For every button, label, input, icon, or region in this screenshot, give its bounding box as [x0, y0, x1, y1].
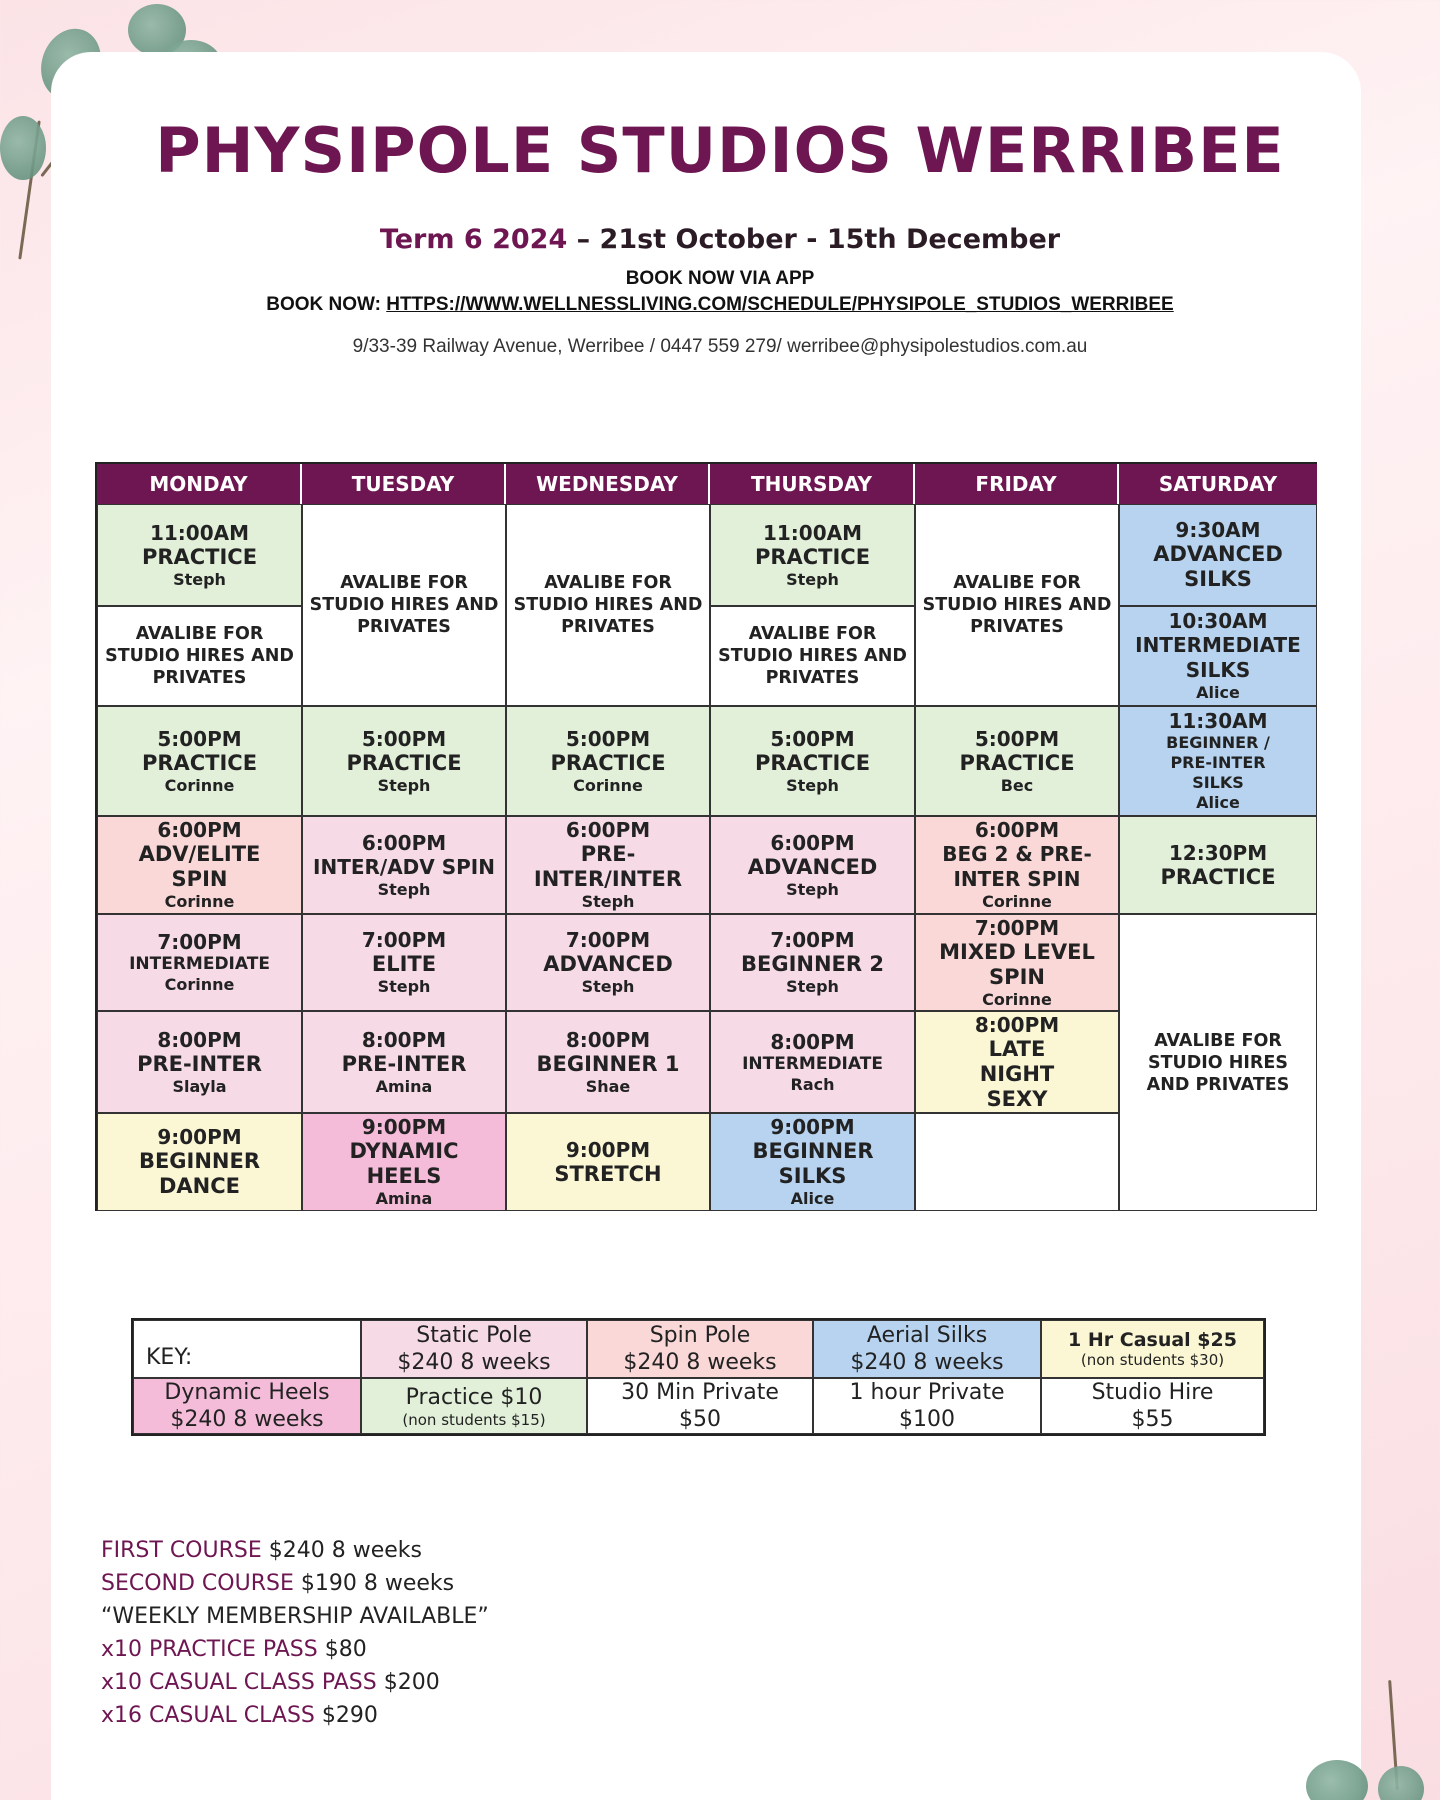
class-time: 11:00AM — [762, 520, 863, 545]
price-item — [101, 1600, 489, 1633]
price-item — [101, 1666, 489, 1699]
class-time: 11:00AM — [149, 520, 250, 545]
class-instructor: Amina — [375, 1076, 433, 1096]
class-cell[interactable] — [97, 816, 302, 914]
key-dynamic-heels — [133, 1378, 361, 1434]
class-time: 7:00PM — [770, 928, 855, 952]
class-cell[interactable] — [710, 914, 915, 1011]
class-instructor: Corinne — [164, 892, 235, 911]
price-label: x16 CASUAL CLASS — [101, 1703, 315, 1728]
key-label: KEY: — [146, 1345, 193, 1370]
class-name: PRACTICE — [550, 750, 666, 775]
class-time: 6:00PM — [974, 818, 1060, 842]
class-cell[interactable] — [1119, 706, 1317, 816]
price-list — [101, 1534, 489, 1732]
class-name: MIXED LEVEL SPIN — [939, 939, 1095, 989]
class-instructor: Alice — [790, 1189, 835, 1208]
class-name: PRACTICE — [141, 544, 258, 569]
class-time: 9:00PM — [770, 1115, 855, 1139]
class-time: 9:00PM — [157, 1125, 242, 1149]
book-now-line — [0, 294, 1440, 316]
class-instructor: Slayla — [172, 1076, 227, 1096]
class-cell[interactable] — [97, 706, 302, 816]
class-cell[interactable] — [506, 1113, 710, 1211]
empty-cell — [915, 1113, 1119, 1211]
key-title: Aerial Silks — [866, 1323, 988, 1348]
class-name: PRACTICE — [346, 750, 462, 775]
class-name: INTER/ADV SPIN — [313, 854, 495, 879]
key-price: $100 — [899, 1407, 955, 1432]
class-time: 9:30AM — [1175, 518, 1261, 542]
class-cell[interactable] — [710, 1011, 915, 1113]
class-name: PRE-INTER/INTER — [533, 842, 683, 891]
key-title: 1 hour Private — [849, 1380, 1005, 1405]
class-name: STRETCH — [554, 1161, 662, 1186]
class-cell[interactable] — [97, 914, 302, 1011]
key-title: Static Pole — [416, 1323, 532, 1348]
class-name: BEG 2 & PRE-INTER SPIN — [942, 842, 1092, 891]
class-instructor: Alice — [1196, 793, 1240, 812]
class-cell[interactable] — [710, 504, 915, 606]
class-cell[interactable] — [915, 914, 1119, 1011]
class-name: BEGINNER 2 — [741, 952, 884, 976]
class-cell[interactable] — [915, 706, 1119, 816]
price-value: $240 8 weeks — [261, 1538, 422, 1563]
page-title: PHYSIPOLE STUDIOS WERRIBEE — [155, 114, 1285, 187]
class-cell[interactable] — [1119, 606, 1317, 706]
class-name: DYNAMIC HEELS — [349, 1139, 459, 1188]
key-price: $240 8 weeks — [850, 1350, 1004, 1375]
key-title: Spin Pole — [649, 1323, 751, 1348]
key-casual — [1041, 1320, 1264, 1378]
price-value: $190 8 weeks — [293, 1571, 455, 1596]
available-cell — [302, 504, 506, 706]
class-cell[interactable] — [302, 1113, 506, 1211]
class-instructor: Steph — [173, 569, 226, 589]
class-time: 7:00PM — [565, 928, 651, 952]
class-time: 6:00PM — [361, 830, 447, 855]
class-instructor: Corinne — [573, 775, 643, 795]
class-time: 8:00PM — [974, 1012, 1060, 1037]
class-time: 9:00PM — [361, 1115, 447, 1139]
class-instructor: Corinne — [982, 989, 1052, 1009]
class-instructor: Amina — [375, 1189, 433, 1208]
class-time: 9:00PM — [565, 1137, 651, 1162]
key-practice — [361, 1378, 587, 1434]
timetable — [95, 462, 1317, 1211]
class-name: INTERMEDIATE SILKS — [1135, 633, 1301, 682]
class-cell[interactable] — [506, 706, 710, 816]
class-cell[interactable] — [506, 914, 710, 1011]
class-instructor: Steph — [786, 879, 839, 899]
price-label: FIRST COURSE — [101, 1538, 262, 1563]
key-aerial-silks — [813, 1320, 1041, 1378]
day-header-thursday: THURSDAY — [710, 464, 915, 504]
term-label: Term 6 2024 — [379, 224, 568, 255]
class-instructor: Steph — [581, 892, 635, 911]
class-time: 5:00PM — [157, 726, 242, 751]
price-item — [101, 1567, 489, 1600]
class-time: 11:30AM — [1168, 709, 1268, 733]
class-instructor: Steph — [377, 977, 431, 996]
price-value: $290 — [314, 1703, 378, 1728]
class-instructor: Corinne — [164, 775, 235, 795]
class-cell[interactable] — [302, 1011, 506, 1113]
key-price: $240 8 weeks — [170, 1407, 324, 1432]
class-time: 8:00PM — [157, 1027, 242, 1052]
class-cell[interactable] — [506, 816, 710, 914]
price-value: $200 — [376, 1670, 440, 1695]
class-name: PRACTICE — [754, 544, 871, 569]
available-cell — [97, 606, 302, 706]
term-range: – 21st October - 15th December — [567, 224, 1061, 255]
class-time: 8:00PM — [565, 1027, 651, 1052]
class-instructor: Steph — [786, 977, 839, 996]
class-cell[interactable] — [710, 816, 915, 914]
class-name: PRACTICE — [141, 750, 258, 775]
class-time: 6:00PM — [565, 818, 651, 842]
class-instructor: Alice — [1196, 683, 1240, 702]
available-cell — [710, 606, 915, 706]
class-time: 5:00PM — [974, 726, 1060, 751]
studio-address: 9/33-39 Railway Avenue, Werribee / 0447 559 279/ werribee@physipolestudios.com.au — [352, 336, 1088, 357]
class-cell[interactable] — [302, 706, 506, 816]
class-name: BEGINNER SILKS — [752, 1139, 874, 1188]
class-name: BEGINNER DANCE — [138, 1149, 261, 1198]
class-time: 5:00PM — [565, 726, 651, 751]
class-instructor: Corinne — [982, 892, 1052, 911]
class-cell[interactable] — [97, 504, 302, 606]
class-time: 7:00PM — [974, 915, 1060, 940]
class-cell[interactable] — [506, 1011, 710, 1113]
day-header-wednesday: WEDNESDAY — [506, 464, 710, 504]
key-price: $50 — [679, 1407, 721, 1432]
price-value: “WEEKLY MEMBERSHIP AVAILABLE” — [101, 1604, 489, 1629]
key-title: Dynamic Heels — [164, 1380, 330, 1405]
class-instructor: Rach — [790, 1074, 835, 1094]
class-name: PRACTICE — [754, 750, 871, 775]
class-name: PRACTICE — [1160, 864, 1276, 889]
class-name: INTERMEDIATE — [129, 954, 270, 974]
class-time: 12:30PM — [1168, 840, 1268, 865]
available-text: AVALIBE FOR STUDIO HIRES AND PRIVATES — [513, 573, 703, 637]
class-time: 5:00PM — [361, 726, 447, 751]
price-item — [101, 1534, 489, 1567]
price-label: x10 PRACTICE PASS — [101, 1637, 318, 1662]
key-private-30 — [587, 1378, 813, 1434]
available-text: AVALIBE FOR STUDIO HIRES AND PRIVATES — [922, 573, 1112, 637]
key-label-cell — [133, 1320, 361, 1378]
key-note: (non students $30) — [1080, 1351, 1225, 1369]
class-instructor: Shae — [585, 1076, 631, 1096]
day-header-monday: MONDAY — [97, 464, 302, 504]
class-time: 6:00PM — [770, 830, 855, 855]
class-cell[interactable] — [710, 706, 915, 816]
key-title: Practice $10 — [405, 1384, 543, 1410]
class-instructor: Steph — [786, 569, 839, 589]
available-text: AVALIBE FOR STUDIO HIRES AND PRIVATES — [718, 624, 907, 688]
class-name: ADVANCED — [543, 952, 673, 976]
class-time: 8:00PM — [361, 1027, 447, 1052]
available-cell — [506, 504, 710, 706]
price-value: $80 — [317, 1637, 367, 1662]
class-cell[interactable] — [710, 1113, 915, 1211]
key-studio-hire — [1041, 1378, 1264, 1434]
class-cell[interactable] — [302, 816, 506, 914]
class-name: PRE-INTER — [341, 1051, 467, 1076]
available-cell — [1119, 914, 1317, 1211]
key-spin-pole — [587, 1320, 813, 1378]
key-static-pole — [361, 1320, 587, 1378]
available-text: AVALIBE FOR STUDIO HIRES AND PRIVATES — [105, 624, 294, 688]
class-name: PRACTICE — [959, 750, 1075, 775]
class-cell[interactable] — [915, 816, 1119, 914]
class-time: 7:00PM — [157, 930, 242, 954]
book-via-app: BOOK NOW VIA APP — [625, 268, 815, 289]
day-header-friday: FRIDAY — [915, 464, 1119, 504]
key-title: 1 Hr Casual $25 — [1068, 1329, 1237, 1351]
price-item — [101, 1633, 489, 1666]
available-cell — [915, 504, 1119, 706]
class-cell[interactable] — [302, 914, 506, 1011]
available-text: AVALIBE FOR STUDIO HIRES AND PRIVATES — [1146, 1030, 1290, 1095]
class-time: 7:00PM — [361, 928, 447, 952]
price-label: SECOND COURSE — [101, 1571, 294, 1596]
class-instructor: Corinne — [164, 975, 235, 994]
class-cell[interactable] — [1119, 504, 1317, 606]
class-time: 6:00PM — [157, 818, 242, 842]
key-title: Studio Hire — [1091, 1380, 1214, 1405]
term-dates — [0, 224, 1440, 255]
class-instructor: Steph — [377, 775, 431, 795]
pricing-key — [131, 1318, 1266, 1436]
class-name: PRE-INTER — [137, 1051, 262, 1076]
class-name: LATE NIGHT SEXY — [979, 1036, 1055, 1111]
class-time: 10:30AM — [1168, 609, 1268, 633]
class-instructor: Bec — [1000, 775, 1034, 795]
class-name: BEGINNER 1 — [536, 1051, 680, 1076]
class-time: 5:00PM — [770, 726, 855, 751]
class-cell[interactable] — [97, 1011, 302, 1113]
key-title: 30 Min Private — [621, 1380, 779, 1405]
class-name: ADV/ELITE SPIN — [138, 842, 261, 891]
class-instructor: Steph — [377, 879, 431, 899]
price-label: x10 CASUAL CLASS PASS — [101, 1670, 377, 1695]
price-item — [101, 1699, 489, 1732]
class-cell[interactable] — [97, 1113, 302, 1211]
class-name: INTERMEDIATE — [742, 1053, 883, 1074]
day-header-saturday: SATURDAY — [1119, 464, 1317, 504]
day-header-tuesday: TUESDAY — [302, 464, 506, 504]
key-price: $240 8 weeks — [397, 1350, 551, 1375]
booking-link[interactable]: HTTPS://WWW.WELLNESSLIVING.COM/SCHEDULE/PHYSIPOLE_STUDIOS_WERRIBEE — [386, 294, 1174, 315]
available-text: AVALIBE FOR STUDIO HIRES AND PRIVATES — [309, 573, 499, 637]
key-price: $55 — [1131, 1407, 1174, 1432]
class-instructor: Steph — [786, 775, 839, 795]
class-name: ELITE — [371, 952, 437, 976]
key-private-60 — [813, 1378, 1041, 1434]
class-cell[interactable] — [915, 1011, 1119, 1113]
key-price: $240 8 weeks — [623, 1350, 777, 1375]
class-name: BEGINNER / PRE-INTER SILKS — [1166, 733, 1270, 792]
key-note: (non students $15) — [402, 1410, 546, 1429]
class-instructor: Steph — [581, 977, 635, 996]
class-time: 8:00PM — [770, 1029, 855, 1054]
book-now-label: BOOK NOW: — [266, 294, 387, 315]
class-name: ADVANCED — [747, 854, 878, 879]
class-cell[interactable] — [1119, 816, 1317, 914]
class-name: ADVANCED SILKS — [1153, 542, 1283, 591]
